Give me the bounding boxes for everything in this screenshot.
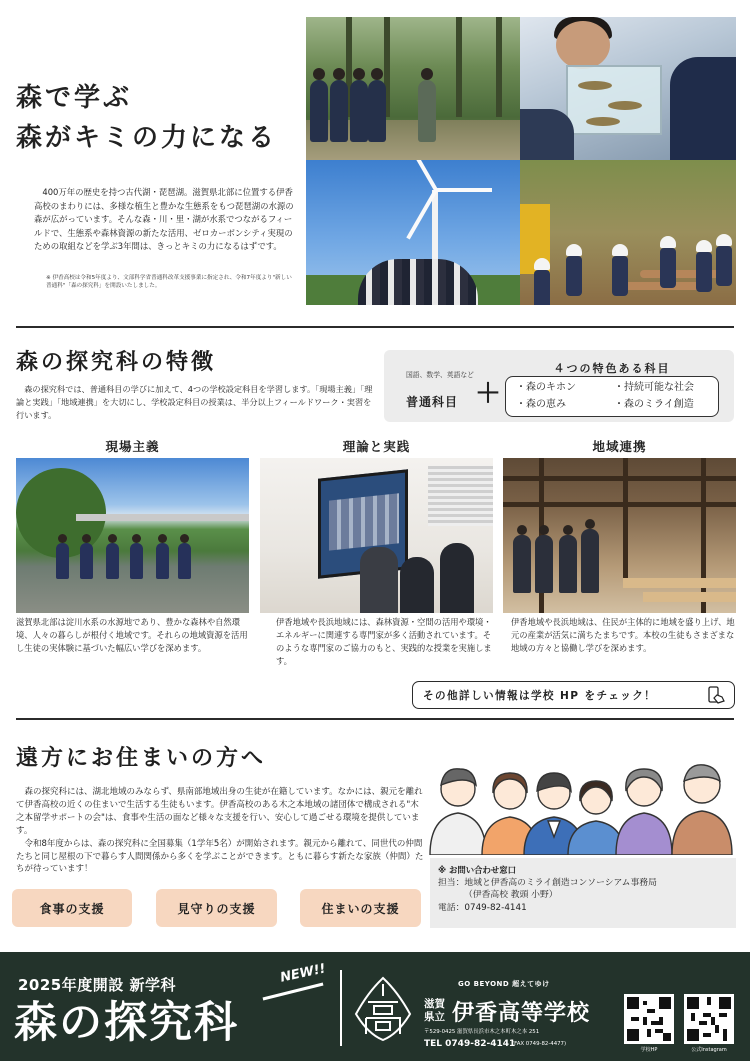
footer-year: 2025年度開設 新学科	[18, 976, 176, 994]
column-heading-theory: 理論と実践	[342, 439, 411, 454]
remote-paragraph-2: 令和8年度からは、森の探究科に全国募集（1学年5名）が開始されます。親元から離れて、同世代の仲間たちと同じ屋根の下で暮らす人間関係から多くを学ぶことができます。ともに暮らす新たな家族（仲間）たちが待っています！	[16, 838, 424, 875]
footer-course-name: 森の探究科	[14, 998, 239, 1048]
housing-support-button[interactable]: 住まいの支援	[300, 889, 421, 927]
column-text-community: 伊香地域や長浜地域は、住民が主体的に地域を盛り上げ、地元の産業が活気に満ちたまちです。本校の生徒もさまざまな地域の方々と協働し学びを深めます。	[511, 617, 735, 653]
hero-body: 400万年の歴史を持つ古代湖・琵琶湖。滋賀県北部に位置する伊香高校のまわりには、多様な植生と豊かな生態系をもつ琵琶湖の水源の森が広がっています。そんな森・川・里・湖が水系でつながるフィールドで、生態系や森林資源の新たな活用、ゼロカーボンシティ実現のための取組などを学ぶ3年間は、きっとキミの力になるはずです。	[34, 187, 294, 252]
classroom-screen-photo	[260, 458, 493, 613]
contact-panel	[430, 858, 736, 928]
qr-caption-instagram: 公式Instagram	[691, 1047, 727, 1053]
section-divider	[16, 326, 734, 328]
smartphone-tap-icon	[704, 686, 726, 704]
school-hp-banner-text: その他詳しい情報は学校 HP をチェック！	[423, 689, 657, 702]
school-address: 〒529-0425 滋賀県長浜市木之本町木之本 251	[424, 1029, 540, 1035]
river-fieldwork-photo	[16, 458, 249, 613]
subject-item: ・森の恵み	[516, 398, 566, 410]
watch-support-button[interactable]: 見守りの支援	[156, 889, 277, 927]
four-subjects-list	[505, 376, 719, 417]
contact-line1: 担当：地域と伊香高のミライ創造コンソーシアム事務局	[438, 877, 657, 888]
hero-title	[16, 78, 277, 158]
subject-item: ・森のキホン	[516, 382, 576, 393]
subject-item: ・持続可能な社会	[614, 382, 694, 393]
qr-code-icon	[687, 997, 731, 1041]
forestry-site-photo	[520, 160, 736, 305]
instagram-qr-code[interactable]	[684, 994, 734, 1044]
school-name: 伊香高等学校	[452, 1001, 591, 1026]
school-hp-banner[interactable]	[412, 681, 735, 709]
new-badge: NEW!!	[278, 961, 328, 986]
column-heading-field: 現場主義	[105, 439, 160, 454]
students-illustration	[426, 751, 736, 855]
hero-title-line1: 森で学ぶ	[16, 83, 133, 113]
remote-paragraph-1: 森の探究科には、湖北地域のみならず、県南部地域出身の生徒が在籍しています。なかには、親元を離れて伊香高校の近くの住まいで生活する生徒もいます。伊香高校のある木之本地域の諸団体で構成される"木之本留学サポートの会"は、食事や生活の面など様々な支援を行い、安心して過ごせる環境を提供しています。	[16, 787, 423, 836]
footer-separator	[340, 970, 342, 1046]
general-subjects-examples: 国語、数学、英語など	[406, 371, 474, 379]
school-tel: TEL 0749-82-4141	[424, 1039, 516, 1049]
forest-field-photo	[306, 17, 520, 160]
plus-icon: ＋	[475, 379, 502, 409]
school-motto: GO BEYOND 超えてゆけ	[458, 980, 550, 988]
remote-title: 遠方にお住まいの方へ	[16, 745, 267, 771]
subject-item: ・森のミライ創造	[614, 398, 694, 410]
general-subjects-label: 普通科目	[405, 395, 458, 409]
contact-phone: 電話：0749-82-4141	[438, 902, 527, 913]
fish-tank-photo	[520, 17, 736, 160]
qr-caption-hp: 学校HP	[640, 1047, 658, 1053]
four-subjects-title: ４つの特色ある科目	[553, 362, 671, 375]
school-emblem-icon	[348, 974, 418, 1044]
column-heading-community: 地域連携	[592, 439, 647, 454]
footer	[0, 952, 750, 1061]
new-badge-stroke	[263, 983, 324, 1001]
features-body: 森の探究科では、普通科目の学びに加えて、4つの学校設定科目を学習します。「現場主義」「理論と実践」「地域連携」を大切にし、学校設定科目の授業は、半分以上フィールドワーク・実習を行います。	[16, 384, 373, 420]
school-hp-qr-code[interactable]	[624, 994, 674, 1044]
qr-code-icon	[627, 997, 671, 1041]
hero-note: ※ 伊香高校は令和5年度より、文部科学省普通科改革支援事業に指定され、令和7年度より"新しい普通科"「森の探究科」を開設いたしました。	[46, 275, 292, 290]
prefecture-label: 滋賀県立	[424, 998, 445, 1023]
contact-line2: （伊香高校 教頭 小野）	[464, 890, 558, 900]
contact-heading: ※ お問い合わせ窓口	[438, 865, 517, 875]
remote-body	[16, 786, 426, 876]
column-text-field: 滋賀県北部は淀川水系の水源地であり、豊かな森林や自然環境、人々の暮らしが根付く地域です。それらの地域資源を活用し生徒の実体験に基づいた幅広い学びを深めます。	[16, 617, 248, 653]
sawmill-visit-photo	[503, 458, 736, 613]
school-fax: (FAX 0749-82-4477)	[512, 1041, 567, 1047]
column-text-theory: 伊香地域や長浜地域には、森林資源・空間の活用や環境・エネルギーに関連する専門家が多く活動されています。そのような専門家のご協力のもと、実践的な授業を実施します。	[276, 617, 492, 666]
section-divider	[16, 718, 734, 720]
hero-title-line2: 森がキミの力になる	[16, 123, 278, 153]
features-title: 森の探究科の特徴	[16, 349, 217, 375]
wind-turbine-photo	[306, 160, 520, 305]
meal-support-button[interactable]: 食事の支援	[12, 889, 132, 927]
